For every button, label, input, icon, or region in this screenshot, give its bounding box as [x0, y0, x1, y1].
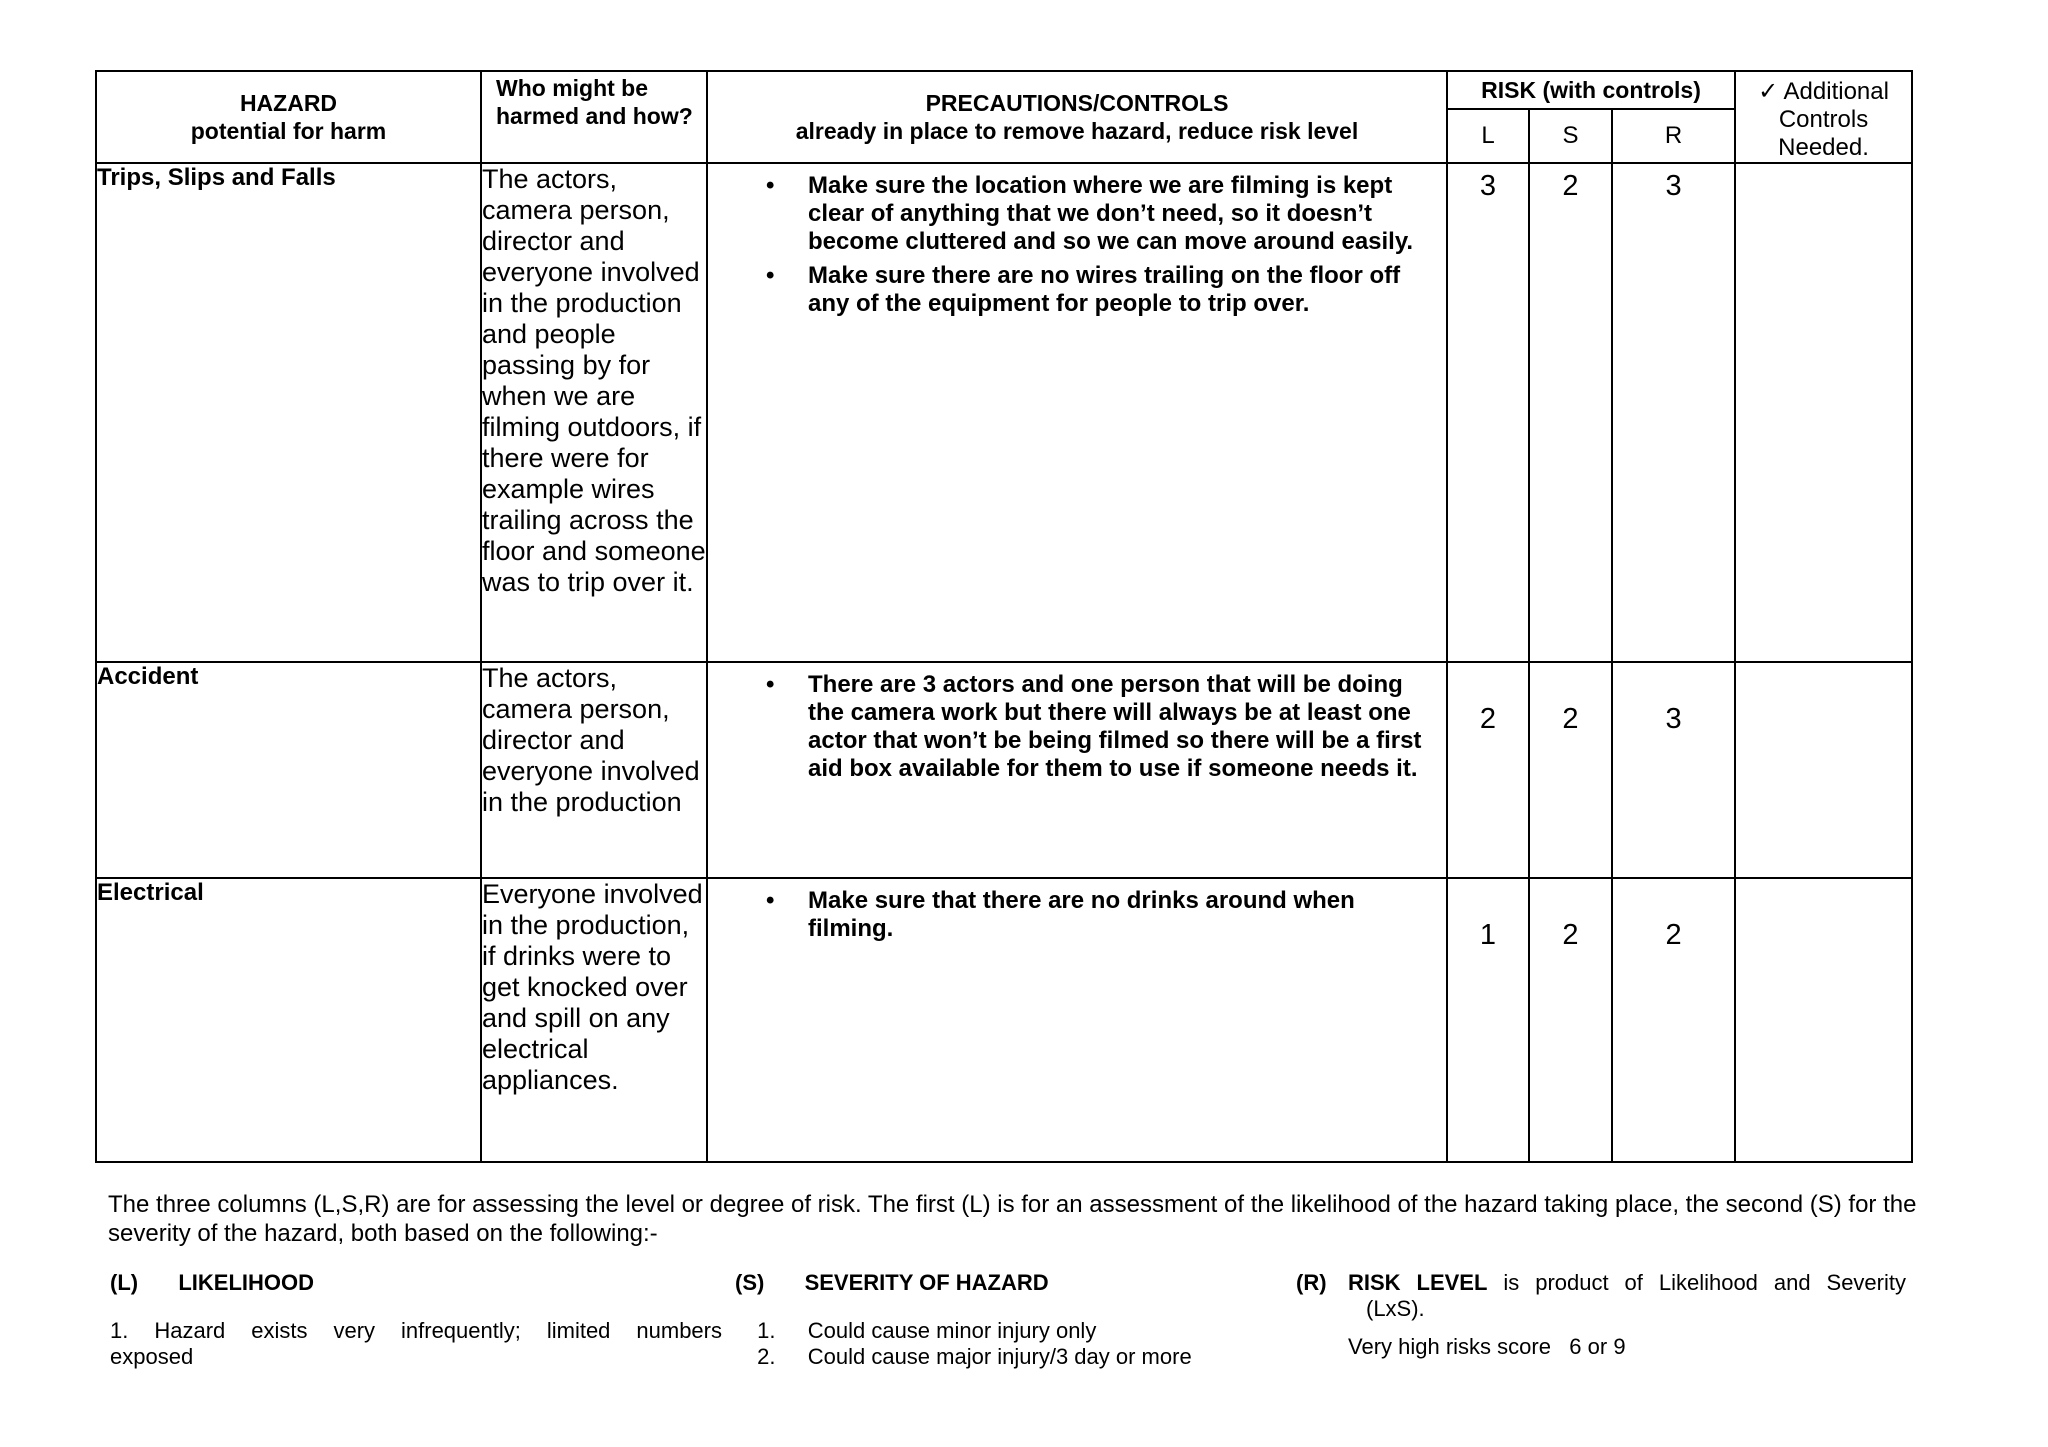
precautions — [707, 878, 1447, 1162]
risk-score: 2 — [1612, 878, 1735, 1162]
who-harmed: Everyone involved in the production, if drinks were to get knocked over and spill on any electrical appliances. — [481, 878, 707, 1162]
severity-item: 1. Could cause minor injury only — [757, 1318, 1097, 1343]
likelihood-legend — [110, 1270, 729, 1370]
notes-paragraph: The three columns (L,S,R) are for assessing the level or degree of risk. The first (L) is for an assessment of the likelihood of the hazard taking place, the second (S) for the severity of the hazard, both based on the following:- — [108, 1191, 1917, 1247]
precaution-item: • There are 3 actors and one person that will be doing the camera work but there will always be at least one actor that won’t be being filmed so there will be a first aid box available for them to use if someone needs it. — [766, 671, 1422, 782]
table-row — [96, 878, 1912, 1162]
likelihood-item: 1. Hazard exists very infrequently; limited numbers exposed — [110, 1318, 729, 1369]
header-r: R — [1612, 109, 1735, 163]
risk-level-text: is product of Likelihood and Severity — [1503, 1270, 1906, 1295]
header-precautions-subtitle: already in place to remove hazard, reduce risk level — [795, 118, 1359, 144]
precaution-item: • Make sure there are no wires trailing on the floor off any of the equipment for people to trip over. — [766, 262, 1401, 317]
precautions — [707, 662, 1447, 878]
header-hazard-title: HAZARD — [239, 90, 338, 116]
header-who: Who might be harmed and how? — [481, 71, 707, 163]
hazard-name: Accident — [96, 662, 481, 878]
risk-level-formula: (LxS). — [1366, 1296, 1425, 1321]
table-row — [96, 662, 1912, 878]
risk-level-code: (R) — [1296, 1270, 1327, 1295]
header-risk: RISK (with controls) — [1447, 71, 1735, 109]
severity-item: 2. Could cause major injury/3 day or more — [757, 1344, 1192, 1369]
header-precautions — [707, 71, 1447, 163]
header-l: L — [1447, 109, 1529, 163]
risk-level-title: RISK LEVEL — [1348, 1270, 1488, 1295]
precaution-item: • Make sure the location where we are filming is kept clear of anything that we don’t need, so it doesn’t become cluttered and so we can move around easily. — [766, 172, 1414, 255]
likelihood-code: (L) — [110, 1270, 139, 1295]
precaution-item: • Make sure that there are no drinks around when filming. — [766, 887, 1355, 942]
hazard-name: Trips, Slips and Falls — [96, 163, 481, 662]
severity-score: 2 — [1529, 662, 1612, 878]
likelihood-title: LIKELIHOOD — [178, 1270, 315, 1295]
header-additional-controls: ✓ Additional Controls Needed. — [1735, 71, 1912, 163]
risk-level-legend — [1296, 1270, 1906, 1360]
table-row — [96, 163, 1912, 662]
likelihood-score: 3 — [1447, 163, 1529, 662]
severity-code: (S) — [735, 1270, 765, 1295]
header-precautions-title: PRECAUTIONS/CONTROLS — [925, 90, 1229, 116]
who-harmed: The actors, camera person, director and everyone involved in the production and people passing by for when we are filming outdoors, if there were for example wires trailing across the floor and someone was to trip over it. — [481, 163, 707, 662]
risk-assessment-table — [95, 70, 1913, 1163]
additional-controls-cell — [1735, 163, 1912, 662]
who-harmed: The actors, camera person, director and everyone involved in the production — [481, 662, 707, 878]
header-s: S — [1529, 109, 1612, 163]
severity-score: 2 — [1529, 878, 1612, 1162]
risk-score: 3 — [1612, 662, 1735, 878]
risk-score: 3 — [1612, 163, 1735, 662]
header-hazard — [96, 71, 481, 163]
additional-controls-cell — [1735, 662, 1912, 878]
very-high-risk-note: Very high risks score 6 or 9 — [1348, 1334, 1626, 1359]
severity-legend — [735, 1270, 1255, 1370]
header-hazard-subtitle: potential for harm — [190, 118, 387, 144]
severity-title: SEVERITY OF HAZARD — [804, 1270, 1049, 1295]
likelihood-score: 2 — [1447, 662, 1529, 878]
precautions — [707, 163, 1447, 662]
hazard-name: Electrical — [96, 878, 481, 1162]
likelihood-score: 1 — [1447, 878, 1529, 1162]
additional-controls-cell — [1735, 878, 1912, 1162]
severity-score: 2 — [1529, 163, 1612, 662]
